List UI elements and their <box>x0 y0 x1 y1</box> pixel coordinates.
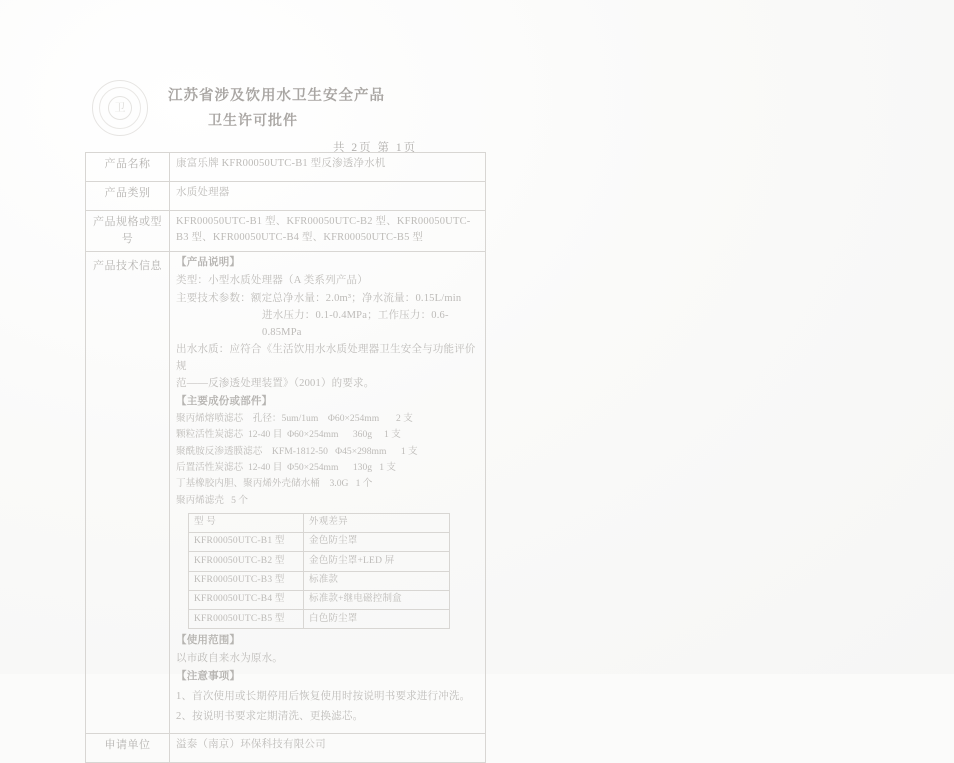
table-row <box>86 252 486 734</box>
applicant-value: 溢泰（南京）环保科技有限公司 <box>170 733 486 762</box>
variant-model: KFR00050UTC-B4 型 <box>189 590 304 609</box>
document-title: 江苏省涉及饮用水卫生安全产品 <box>168 88 385 104</box>
table-row <box>189 532 450 551</box>
variant-appearance: 金色防尘罩 <box>304 532 450 551</box>
variant-model: KFR00050UTC-B2 型 <box>189 552 304 571</box>
variant-table <box>188 513 450 630</box>
product-name-value: 康富乐牌 KFR00050UTC-B1 型反渗透净水机 <box>170 153 486 182</box>
component-line: 聚丙烯滤壳 5 个 <box>176 494 248 506</box>
product-category-label: 产品类别 <box>86 182 170 211</box>
emblem-center-glyph: 卫 <box>108 96 132 120</box>
variant-model: KFR00050UTC-B5 型 <box>189 610 304 629</box>
table-row <box>86 153 486 182</box>
variant-appearance: 金色防尘罩+LED 屏 <box>304 552 450 571</box>
component-line: 丁基橡胶内胆、聚丙烯外壳储水桶 3.0G 1 个 <box>176 478 373 490</box>
variant-appearance: 标准款+继电磁控制盒 <box>304 590 450 609</box>
usage-scope-line: 以市政自来水为原水。 <box>176 653 283 665</box>
variant-model: KFR00050UTC-B3 型 <box>189 571 304 590</box>
notice-heading: 【注意事项】 <box>176 670 241 682</box>
variant-appearance: 标准款 <box>304 571 450 590</box>
page-2 <box>500 0 954 674</box>
product-description-heading: 【产品说明】 <box>176 257 241 269</box>
table-row <box>189 552 450 571</box>
tech-params-line-2: 进水压力：0.1-0.4MPa；工作压力：0.6-0.85MPa <box>262 310 449 338</box>
component-line: 后置活性炭滤芯 12-40 目 Φ50×254mm 130g 1 支 <box>176 462 397 474</box>
table-row <box>86 182 486 211</box>
product-spec-label: 产品规格或型号 <box>86 211 170 252</box>
applicant-label: 申请单位 <box>86 733 170 762</box>
components-heading: 【主要成份或部件】 <box>176 396 273 408</box>
tech-params-line: 主要技术参数：额定总净水量：2.0m³；净水流量：0.15L/min <box>176 292 462 304</box>
variant-table-header-row <box>189 513 450 532</box>
variant-appearance: 白色防尘罩 <box>304 610 450 629</box>
table-row <box>189 590 450 609</box>
component-line: 聚酰胺反渗透膜滤芯 KFM-1812-50 Φ45×298mm 1 支 <box>176 445 418 457</box>
document-subtitle: 卫生许可批件 <box>208 114 298 129</box>
product-name-label: 产品名称 <box>86 153 170 182</box>
table-row <box>86 733 486 762</box>
component-line: 聚丙烯熔喷滤芯 孔径：5um/1um Φ60×254mm 2 支 <box>176 412 413 424</box>
table-row <box>189 610 450 629</box>
variant-model: KFR00050UTC-B1 型 <box>189 532 304 551</box>
product-category-value: 水质处理器 <box>170 182 486 211</box>
page-1-counter: 共 2页 第 1页 <box>333 142 418 154</box>
tech-info-value <box>170 252 486 734</box>
water-quality-line-2: 范——反渗透处理装置》（2001）的要求。 <box>176 378 375 390</box>
product-type-line: 类型：小型水质处理器（A 类系列产品） <box>176 274 368 286</box>
notice-item: 2、按说明书要求定期清洗、更换滤芯。 <box>176 711 364 723</box>
variant-appearance-header: 外观差异 <box>304 513 450 532</box>
table-row <box>86 211 486 252</box>
notice-item: 1、首次使用或长期停用后恢复使用时按说明书要求进行冲洗。 <box>176 691 471 703</box>
permit-table-page-1 <box>85 152 486 763</box>
tech-info-label: 产品技术信息 <box>86 252 170 734</box>
national-emblem-icon <box>92 80 148 136</box>
variant-model-header: 型 号 <box>189 513 304 532</box>
component-line: 颗粒活性炭滤芯 12-40 目 Φ60×254mm 360g 1 支 <box>176 429 401 441</box>
usage-scope-heading: 【使用范围】 <box>176 635 241 647</box>
table-row <box>189 571 450 590</box>
water-quality-line: 出水水质：应符合《生活饮用水水质处理器卫生安全与功能评价规 <box>176 344 476 372</box>
product-spec-value: KFR00050UTC-B1 型、KFR00050UTC-B2 型、KFR00050UTC-B3 型、KFR00050UTC-B4 型、KFR00050UTC-B5 型 <box>170 211 486 252</box>
